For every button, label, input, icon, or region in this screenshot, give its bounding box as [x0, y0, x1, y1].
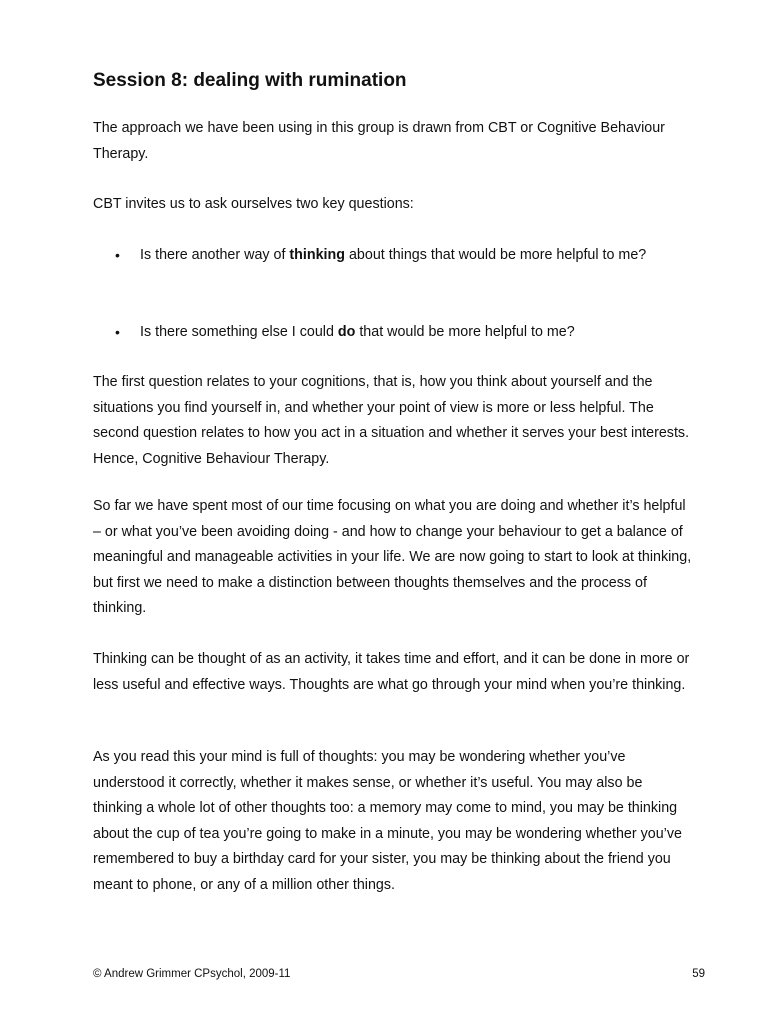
bullet-emphasis: do — [337, 324, 356, 340]
bullet-text-part: Is there another way of — [140, 247, 290, 263]
intro-paragraph: The approach we have been using in this group is drawn from CBT or Cognitive Behaviour Therapy. — [93, 120, 665, 162]
page-title: Session 8: dealing with rumination — [93, 70, 407, 91]
bullet-text — [140, 243, 680, 269]
page-number: 59 — [692, 968, 705, 980]
bullet-text — [140, 320, 680, 346]
body-paragraph: The first question relates to your cognitions, that is, how you think about yourself and the situations you find yourself in, and whether your point of view is more or less helpful. The second question relates to how you act in a situation and whether it serves your best interests. Hence, Cognitive Behaviour Therapy. — [93, 374, 690, 467]
bullet-icon: • — [115, 247, 120, 263]
bullet-text-part: Is there something else I could — [140, 324, 338, 340]
body-paragraph: Thinking can be thought of as an activity, it takes time and effort, and it can be done in more or less useful and effective ways. Thoughts are what go through your mind when you’re thinking. — [93, 651, 690, 693]
bullet-emphasis: thinking — [289, 247, 345, 263]
list-item — [93, 320, 693, 346]
body-paragraph: So far we have spent most of our time focusing on what you are doing and whether it’s helpful – or what you’ve been avoiding doing - and how to change your behaviour to get a balance of meaningful and manageable activities in your life. We are now going to start to look at thinking, but first we need to make a distinction between thoughts themselves and the process of thinking. — [93, 498, 692, 617]
questions-intro: CBT invites us to ask ourselves two key questions: — [93, 196, 414, 212]
bullet-text-part: about things that would be more helpful to me? — [345, 247, 647, 263]
bullet-text-part: that would be more helpful to me? — [355, 324, 575, 340]
list-item — [93, 243, 693, 269]
body-paragraph: As you read this your mind is full of thoughts: you may be wondering whether you’ve understood it correctly, whether it makes sense, or whether it’s useful. You may also be thinking a whole lot of other thoughts too: a memory may come to mind, you may be thinking about the cup of tea you’re going to make in a minute, you may be wondering whether you’ve remembered to buy a birthday card for your sister, you may be thinking about the friend you meant to phone, or any of a million other things. — [93, 749, 682, 893]
bullet-icon: • — [115, 324, 120, 340]
footer-copyright: © Andrew Grimmer CPsychol, 2009-11 — [93, 968, 291, 980]
document-page — [93, 0, 693, 1024]
